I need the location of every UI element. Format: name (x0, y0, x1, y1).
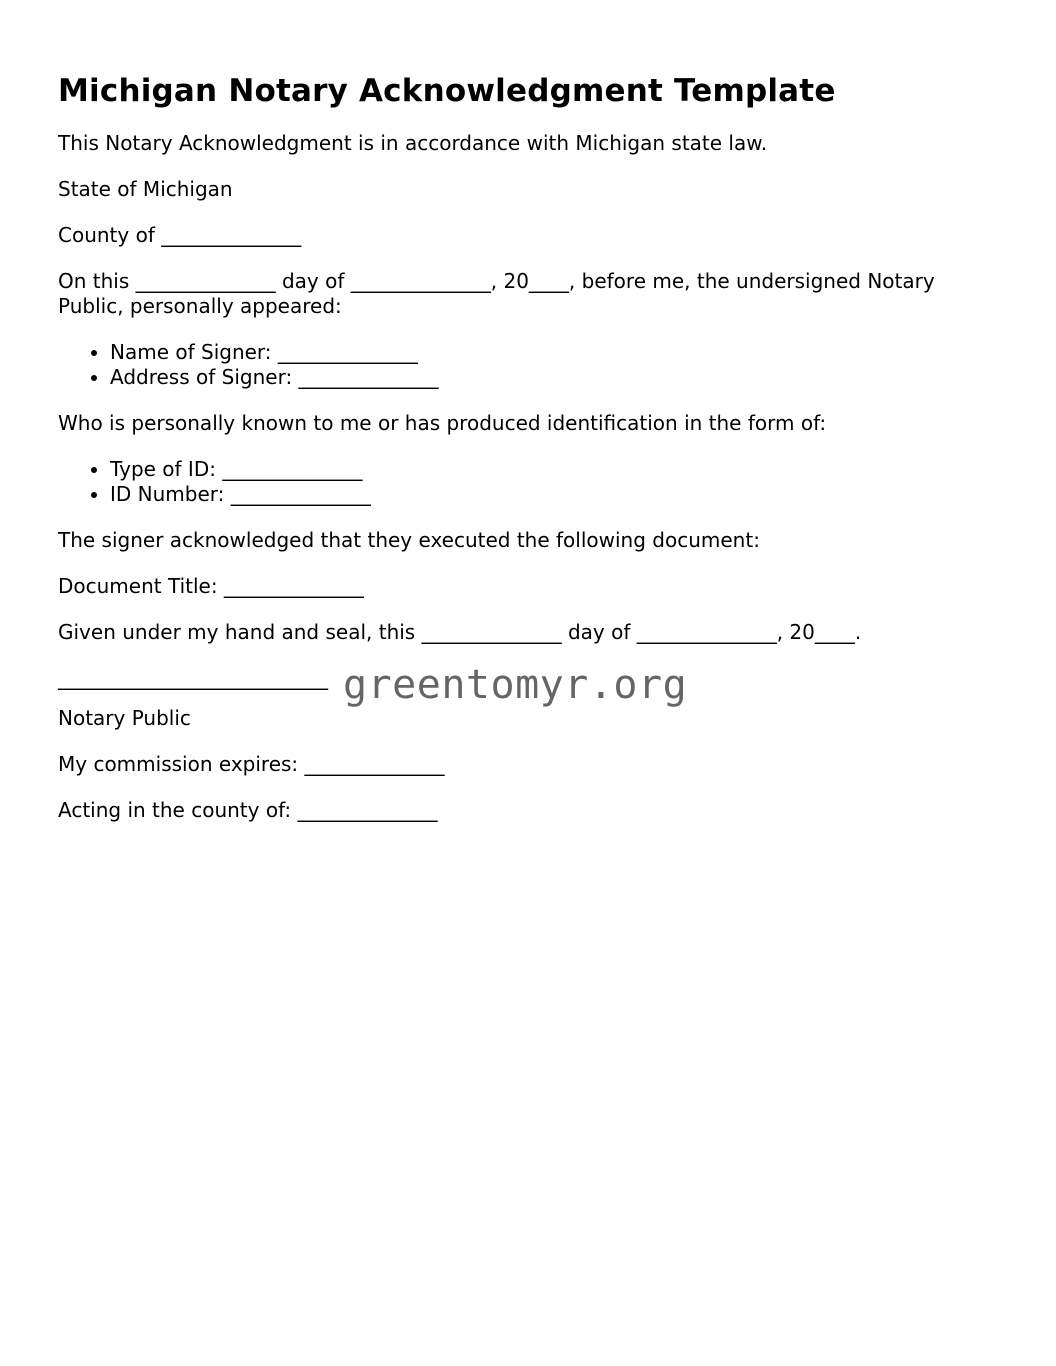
identification-intro: Who is personally known to me or has produced identification in the form of: (58, 411, 827, 435)
signer-address-item: • Address of Signer: ______________ (110, 365, 998, 390)
document-page (58, 70, 998, 844)
signature-line: ___________________________ (58, 666, 328, 690)
document-title: Michigan Notary Acknowledgment Template (58, 73, 836, 109)
id-number-item: • ID Number: ______________ (110, 482, 998, 507)
state-line: State of Michigan (58, 177, 233, 201)
signer-list (58, 340, 998, 390)
acting-county: Acting in the county of: ______________ (58, 798, 438, 822)
commission-expires: My commission expires: ______________ (58, 752, 445, 776)
notary-public-label: Notary Public (58, 706, 191, 730)
document-title-field: Document Title: ______________ (58, 574, 364, 598)
watermark-text: greentomyr.org (343, 662, 688, 708)
intro-text: This Notary Acknowledgment is in accordance with Michigan state law. (58, 131, 768, 155)
id-type-item: • Type of ID: ______________ (110, 457, 998, 482)
given-under-seal: Given under my hand and seal, this ______________ day of ______________, 20____. (58, 620, 862, 644)
id-list (58, 457, 998, 507)
appearance-statement: On this ______________ day of ______________, 20____, before me, the undersigned Notary Public, personally appeared: (58, 269, 935, 318)
executed-statement: The signer acknowledged that they executed the following document: (58, 528, 760, 552)
county-line: County of ______________ (58, 223, 302, 247)
signer-name-item: • Name of Signer: ______________ (110, 340, 998, 365)
